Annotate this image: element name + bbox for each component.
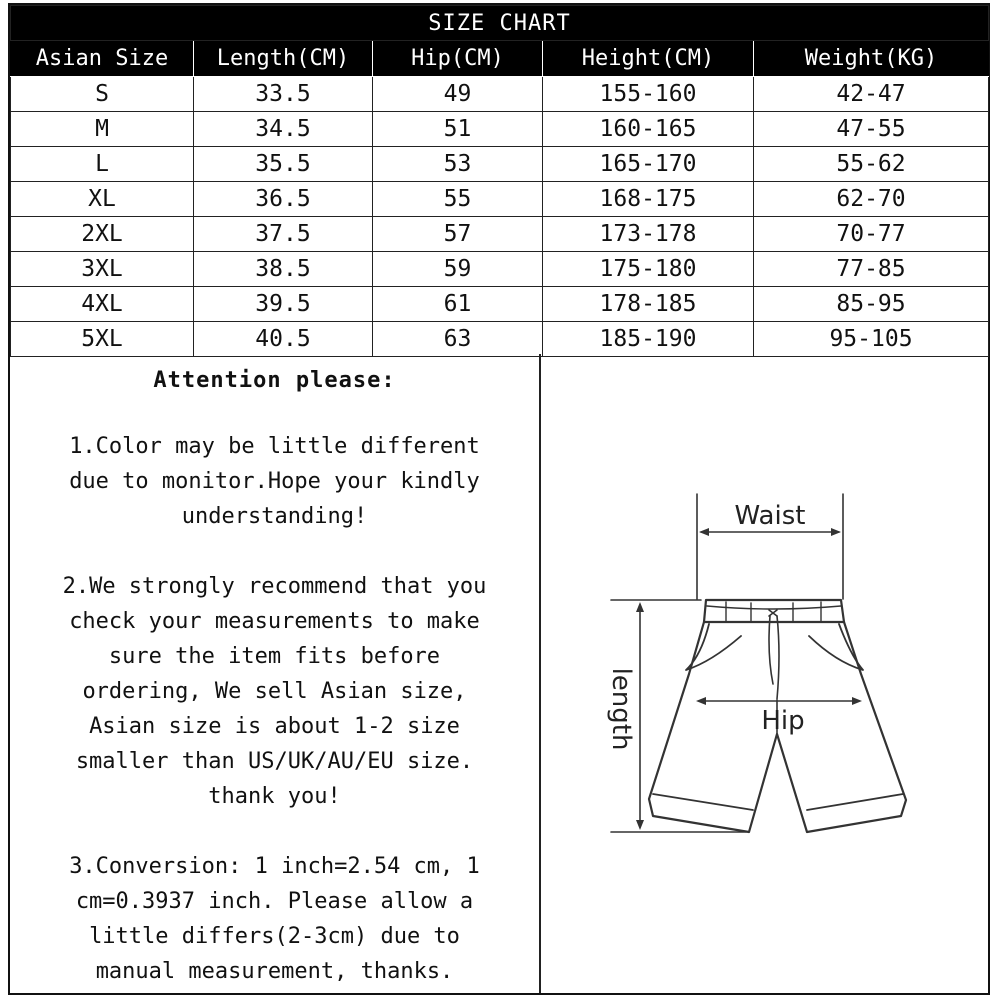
table-row (11, 77, 989, 112)
table-cell: 4XL (11, 287, 194, 322)
table-cell: 55-62 (754, 147, 989, 182)
table-cell: 70-77 (754, 217, 989, 252)
shorts-measurement-diagram (541, 354, 988, 993)
table-header-row (11, 41, 989, 77)
table-cell: S (11, 77, 194, 112)
lower-section (10, 354, 988, 993)
table-cell: 47-55 (754, 112, 989, 147)
size-chart-table (10, 5, 989, 357)
hip-label: Hip (761, 706, 805, 736)
table-cell: 173-178 (543, 217, 754, 252)
table-row (11, 287, 989, 322)
table-cell: 39.5 (194, 287, 373, 322)
table-row (11, 182, 989, 217)
table-body (11, 77, 989, 357)
attention-heading: Attention please: (153, 368, 396, 393)
table-cell: 168-175 (543, 182, 754, 217)
table-cell: M (11, 112, 194, 147)
table-cell: 35.5 (194, 147, 373, 182)
table-row (11, 322, 989, 357)
table-cell: 155-160 (543, 77, 754, 112)
table-cell: 185-190 (543, 322, 754, 357)
table-cell: 77-85 (754, 252, 989, 287)
size-chart-frame (8, 3, 990, 995)
table-cell: 160-165 (543, 112, 754, 147)
table-cell: 85-95 (754, 287, 989, 322)
table-cell: 37.5 (194, 217, 373, 252)
column-header: Asian Size (11, 41, 194, 77)
table-cell: 175-180 (543, 252, 754, 287)
table-cell: 95-105 (754, 322, 989, 357)
column-header: Hip(CM) (373, 41, 543, 77)
table-row (11, 147, 989, 182)
table-cell: L (11, 147, 194, 182)
table-cell: 34.5 (194, 112, 373, 147)
table-cell: 2XL (11, 217, 194, 252)
table-cell: 36.5 (194, 182, 373, 217)
table-cell: 3XL (11, 252, 194, 287)
table-cell: 55 (373, 182, 543, 217)
column-header: Length(CM) (194, 41, 373, 77)
table-cell: 38.5 (194, 252, 373, 287)
table-row (11, 252, 989, 287)
column-header: Weight(KG) (754, 41, 989, 77)
attention-notes (10, 354, 541, 993)
table-cell: 59 (373, 252, 543, 287)
table-row (11, 112, 989, 147)
table-cell: 33.5 (194, 77, 373, 112)
table-cell: 40.5 (194, 322, 373, 357)
table-cell: XL (11, 182, 194, 217)
shorts-outline-icon (541, 354, 988, 993)
column-header: Height(CM) (543, 41, 754, 77)
table-cell: 62-70 (754, 182, 989, 217)
waist-label: Waist (734, 501, 806, 531)
note-measurements: 2.We strongly recommend that you check your measurements to make sure the item fits before ordering, We sell Asian size, Asian size is about 1-2 size smaller than US/UK/AU/EU size. thank you! (62, 574, 487, 809)
table-cell: 63 (373, 322, 543, 357)
table-cell: 165-170 (543, 147, 754, 182)
table-cell: 49 (373, 77, 543, 112)
table-cell: 178-185 (543, 287, 754, 322)
table-cell: 61 (373, 287, 543, 322)
table-cell: 51 (373, 112, 543, 147)
table-cell: 57 (373, 217, 543, 252)
note-conversion: 3.Conversion: 1 inch=2.54 cm, 1 cm=0.3937 inch. Please allow a little differs(2-3cm) due to manual measurement, thanks. (69, 854, 480, 984)
table-cell: 5XL (11, 322, 194, 357)
table-cell: 42-47 (754, 77, 989, 112)
table-row (11, 217, 989, 252)
table-cell: 53 (373, 147, 543, 182)
note-color: 1.Color may be little different due to monitor.Hope your kindly understanding! (69, 434, 480, 529)
size-chart-title: SIZE CHART (11, 6, 989, 41)
length-label: length (606, 667, 636, 751)
